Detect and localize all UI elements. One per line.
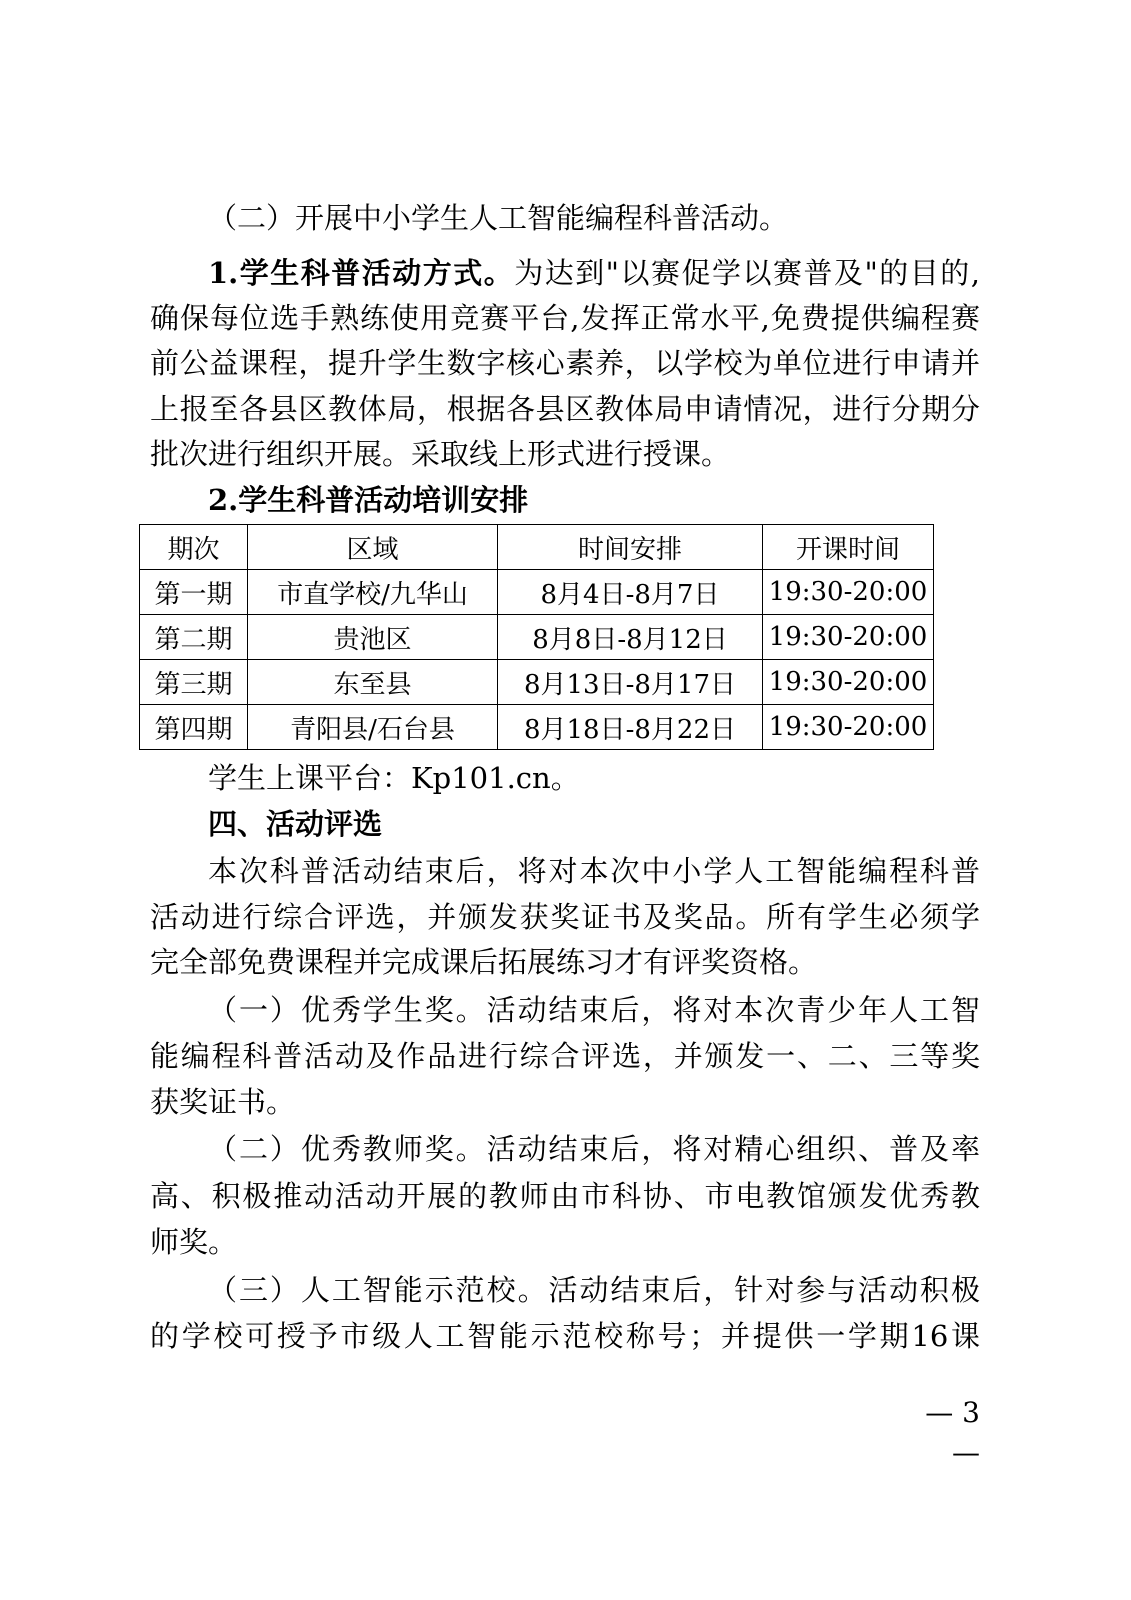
section-4-heading: 四、活动评选 — [208, 807, 383, 841]
table-cell: 第四期 — [140, 705, 248, 750]
section-2-heading: （二）开展中小学生人工智能编程科普活动。 — [208, 201, 789, 235]
item1-line: 前公益课程，提升学生数字核心素养，以学校为单位进行申请并 — [150, 346, 980, 380]
eval-paragraph-line: 活动进行综合评选，并颁发获奖证书及奖品。所有学生必须学 — [150, 900, 980, 934]
table-cell: 19:30-20:00 — [763, 660, 934, 705]
table-cell: 贵池区 — [248, 615, 498, 660]
table-cell: 东至县 — [248, 660, 498, 705]
table-row — [140, 615, 934, 660]
item1-line: 上报至各县区教体局，根据各县区教体局申请情况，进行分期分 — [150, 392, 980, 426]
award1-paragraph-line: （一）优秀学生奖。活动结束后，将对本次青少年人工智 — [208, 993, 980, 1027]
table-row — [140, 705, 934, 750]
eval-paragraph-line: 完全部免费课程并完成课后拓展练习才有评奖资格。 — [150, 945, 818, 979]
award2-paragraph-line: 师奖。 — [150, 1225, 238, 1259]
table-cell: 第一期 — [140, 570, 248, 615]
table-cell: 8月18日-8月22日 — [498, 705, 763, 750]
table-header-cell: 时间安排 — [498, 525, 763, 570]
eval-paragraph-line: 本次科普活动结束后，将对本次中小学人工智能编程科普 — [208, 854, 980, 888]
table-row — [140, 570, 934, 615]
table-cell: 19:30-20:00 — [763, 615, 934, 660]
table-cell: 19:30-20:00 — [763, 705, 934, 750]
table-cell: 青阳县/石台县 — [248, 705, 498, 750]
page-number: — 3 — — [925, 1396, 980, 1469]
award2-paragraph-line: 高、积极推动活动开展的教师由市科协、市电教馆颁发优秀教 — [150, 1179, 980, 1213]
table-cell: 市直学校/九华山 — [248, 570, 498, 615]
schedule-table — [139, 524, 934, 750]
table-cell: 8月8日-8月12日 — [498, 615, 763, 660]
item1-line: 确保每位选手熟练使用竞赛平台,发挥正常水平,免费提供编程赛 — [150, 301, 980, 335]
table-header-cell: 区域 — [248, 525, 498, 570]
table-header-cell: 开课时间 — [763, 525, 934, 570]
award1-paragraph-line: 能编程科普活动及作品进行综合评选，并颁发一、二、三等奖 — [150, 1039, 980, 1073]
table-cell: 第三期 — [140, 660, 248, 705]
table-cell: 8月4日-8月7日 — [498, 570, 763, 615]
item1-first-line — [208, 251, 980, 295]
award3-paragraph-line: （三）人工智能示范校。活动结束后，针对参与活动积极 — [208, 1273, 980, 1307]
table-header-cell: 期次 — [140, 525, 248, 570]
award1-paragraph-line: 获奖证书。 — [150, 1085, 296, 1119]
item1-line: 批次进行组织开展。采取线上形式进行授课。 — [150, 437, 731, 471]
item2-title: 2.学生科普活动培训安排 — [208, 483, 529, 517]
item1-first-line-rest: 为达到"以赛促学以赛普及"的目的, — [514, 256, 980, 290]
item1-title: 1.学生科普活动方式。 — [208, 256, 515, 290]
award3-paragraph-line: 的学校可授予市级人工智能示范校称号；并提供一学期16课 — [150, 1319, 980, 1353]
award2-paragraph-line: （二）优秀教师奖。活动结束后，将对精心组织、普及率 — [208, 1132, 980, 1166]
table-cell: 8月13日-8月17日 — [498, 660, 763, 705]
table-row — [140, 660, 934, 705]
platform-line: 学生上课平台：Kp101.cn。 — [208, 761, 580, 795]
table-cell: 第二期 — [140, 615, 248, 660]
table-cell: 19:30-20:00 — [763, 570, 934, 615]
table-header-row — [140, 525, 934, 570]
